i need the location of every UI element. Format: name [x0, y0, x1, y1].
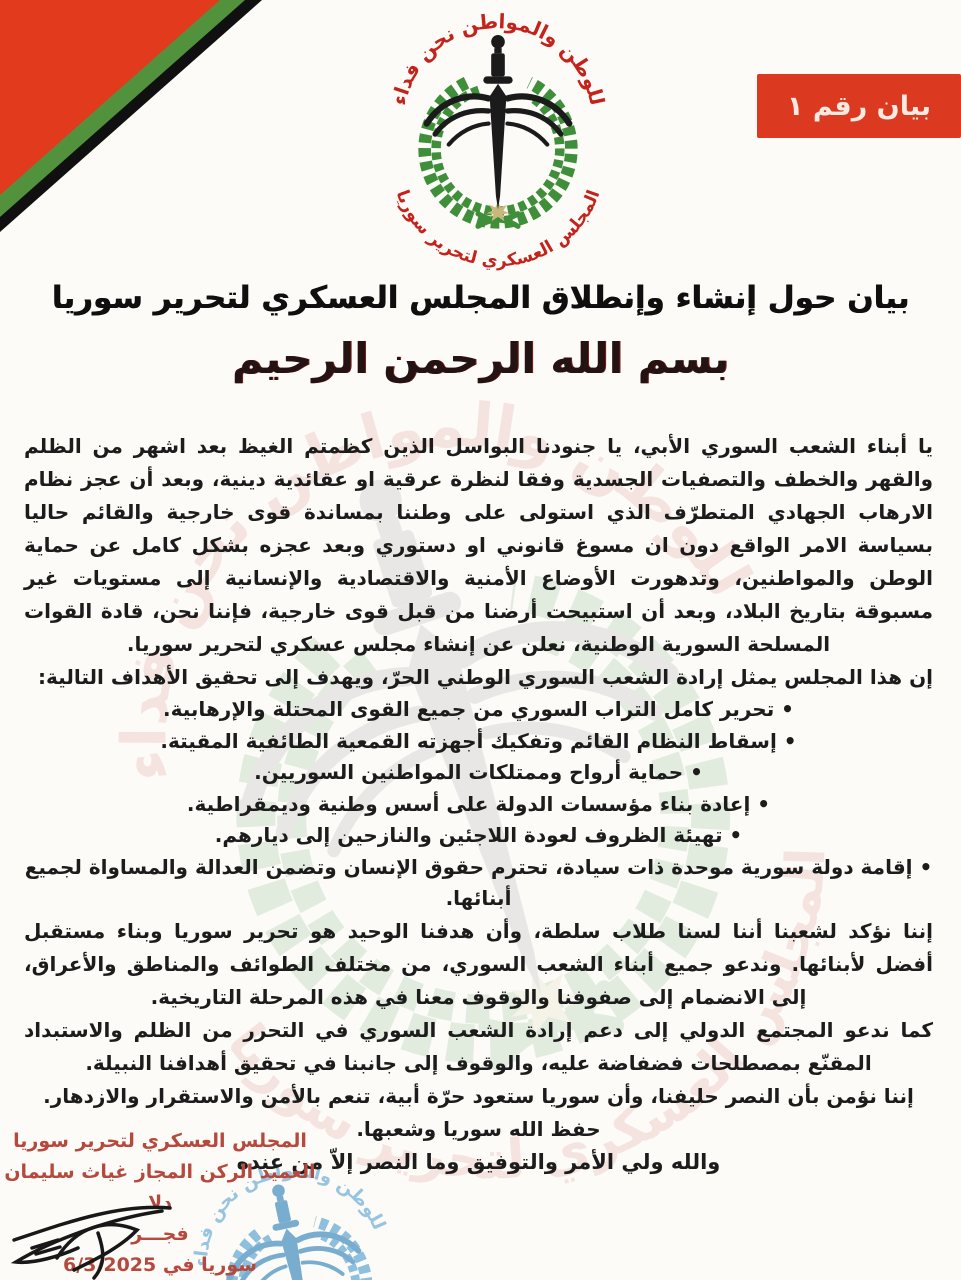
signature-org: المجلس العسكري لتحرير سوريا [13, 1130, 307, 1152]
statement-number-banner [757, 74, 961, 138]
goal-item: • إعادة بناء مؤسسات الدولة على أسس وطنية وديمقراطية. [186, 791, 771, 816]
statement-body [24, 430, 933, 1179]
basmala-calligraphy: بسم الله الرحمن الرحيم [231, 334, 730, 383]
goals-list [24, 694, 933, 915]
goal-item: • تهيئة الظروف لعودة اللاجئين والنازحين إلى ديارهم. [214, 823, 743, 847]
paragraph-5: حفظ الله سوريا وشعبها. [356, 1116, 601, 1141]
signature-place-date: سوريا في 6/3/2025 [63, 1254, 257, 1276]
statement-number-label: بيان رقم ١ [786, 90, 932, 122]
council-emblem [372, 2, 624, 285]
goal-item: • إقامة دولة سورية موحدة ذات سيادة، تحترم حقوق الإنسان وتضمن العدالة والمساواة لجميع أبنائها. [24, 854, 933, 910]
paragraph-1: يا أبناء الشعب السوري الأبي، يا جنودنا البواسل الذين كظمتم الغيظ بعد اشهر من الظلم والقهر والخطف والتصفيات الجسدية وفقا لنظرة عرقية او عقائدية دينية، وبعد أن عجز نظام الارهاب الجهادي المتطرّف الذي استولى على وطننا بمساندة قوى خارجية والقائم حاليا بسياسة الامر الواقع دون ان مسوغ قانوني او دستوري وبعد عجزه بشكل كامل عن حماية الوطن والمواطنين، وتدهورت الأوضاع الأمنية والاقتصادية والإنسانية إلى مستويات غير مسبوقة بتاريخ البلاد، وبعد أن استبيحت أرضنا من قبل قوى خارجية، فإننا نحن، قادة القوات المسلحة السورية الوطنية، نعلن عن إنشاء مجلس عسكري لتحرير سوريا. [24, 434, 933, 656]
goal-item: • تحرير كامل التراب السوري من جميع القوى المحتلة والإرهابية. [163, 697, 794, 721]
handwritten-signature [2, 1178, 187, 1280]
signature-signer-name: العميد الركن المجاز غياث سليمان دلا [4, 1161, 316, 1214]
goal-item: • حماية أرواح وممتلكات المواطنين السوريين. [254, 760, 703, 784]
paragraph-4: إننا نؤمن بأن النصر حليفنا، وأن سوريا ستعود حرّة أبية، تنعم بالأمن والاستقرار والازدهار. [43, 1083, 914, 1108]
paragraph-2: إننا نؤكد لشعبنا أننا لسنا طلاب سلطة، وأن هدفنا الوحيد هو تحرير سوريا وبناء مستقبل أفضل لأبنائها. وندعو جميع أبناء الشعب السوري، من مختلف الطوائف والمناطق والأعراق، إلى الانضمام إلى صفوفنا والوقوف معنا في هذه المرحلة التاريخية. [24, 918, 933, 1009]
corner-flag-decoration [0, 0, 270, 240]
goal-item: • إسقاط النظام القائم وتفكيك أجهزته القمعية الطائفية المقيتة. [160, 728, 797, 753]
goals-intro: إن هذا المجلس يمثل إرادة الشعب السوري الوطني الحرّ، ويهدف إلى تحقيق الأهداف التالية: [38, 665, 933, 689]
closing-invocation: والله ولي الأمر والتوفيق وما النصر إلاّ من عنده [236, 1149, 721, 1174]
statement-title: بيان حول إنشاء وإنطلاق المجلس العسكري لتحرير سوريا [51, 280, 910, 316]
signature-alias: فجـــر [131, 1223, 189, 1245]
paragraph-3: كما ندعو المجتمع الدولي إلى دعم إرادة الشعب السوري في التحرر من الظلم والاستبداد المقنّع بمصطلحات فضفاضة عليه، والوقوف إلى جانبنا في تحقيق أهدافنا النبيلة. [24, 1017, 933, 1075]
